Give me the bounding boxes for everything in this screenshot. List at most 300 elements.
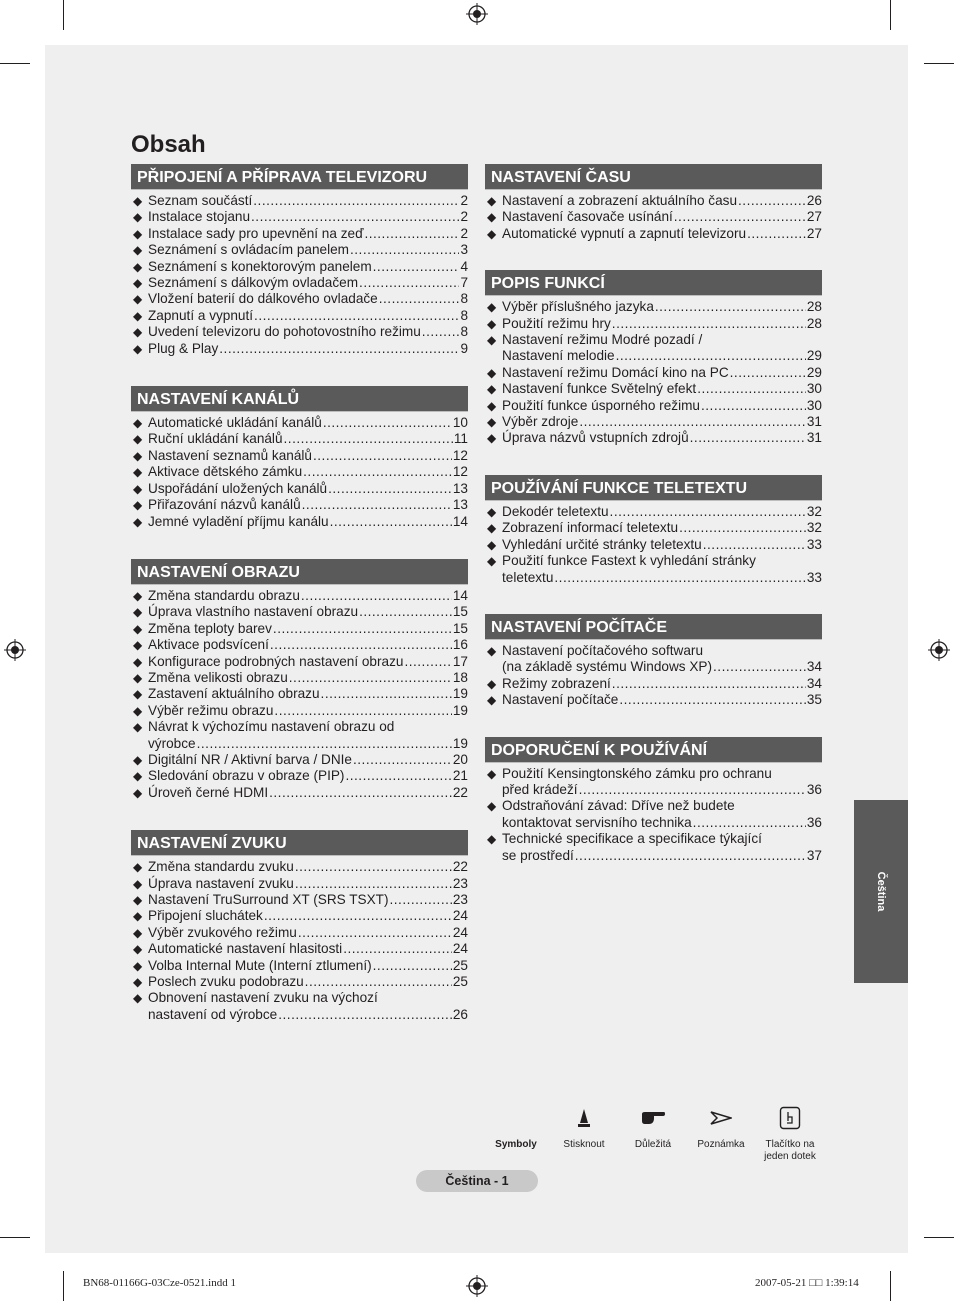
toc-entry[interactable] <box>131 514 468 530</box>
toc-entry-page: 36 <box>806 781 822 797</box>
toc-entry-text: Uvedení televizoru do pohotovostního režimu <box>148 324 421 340</box>
diamond-bullet-icon: ◆ <box>487 316 497 331</box>
toc-entry-page: 2 <box>460 225 468 241</box>
diamond-bullet-icon: ◆ <box>487 300 497 315</box>
dot-leader <box>269 785 452 801</box>
diamond-bullet-icon: ◆ <box>133 909 143 924</box>
toc-entry-text: Plug & Play <box>148 340 219 356</box>
toc-entry[interactable] <box>131 341 468 357</box>
registration-mark-icon <box>466 1275 488 1297</box>
section-heading: NASTAVENÍ KANÁLŮ <box>131 386 468 412</box>
toc-entry-text: nastavení od výrobce <box>148 1006 278 1022</box>
toc-entry-text: Změna velikosti obrazu <box>148 669 288 685</box>
toc-entry-page: 33 <box>806 569 822 585</box>
toc-entry[interactable] <box>131 481 468 497</box>
toc-section <box>131 386 468 530</box>
toc-entry-text: před krádeží <box>502 781 578 797</box>
toc-entry-text: Automatické ukládání kanálů <box>148 415 322 431</box>
dot-leader <box>703 537 806 553</box>
toc-entry-text: Nastavení a zobrazení aktuálního času <box>502 193 738 208</box>
toc-entry[interactable] <box>131 686 468 702</box>
toc-entry-text: Volba Internal Mute (Interní ztlumení) <box>148 957 372 973</box>
diamond-bullet-icon: ◆ <box>133 292 143 307</box>
diamond-bullet-icon: ◆ <box>133 752 143 767</box>
toc-entry-page: 26 <box>452 1006 468 1022</box>
toc-entry-page: 34 <box>806 659 822 675</box>
crop-mark <box>890 0 891 30</box>
symbol-one-touch-label: Tlačítko na jeden dotek <box>764 1139 816 1162</box>
dot-leader <box>619 692 806 708</box>
toc-entry[interactable] <box>485 692 822 708</box>
diamond-bullet-icon: ◆ <box>487 194 497 208</box>
section-heading: POPIS FUNKCÍ <box>485 270 822 296</box>
symbols-legend <box>490 1105 825 1175</box>
dot-leader <box>313 448 452 464</box>
dot-leader <box>305 974 452 990</box>
toc-entry-page: 26 <box>806 193 822 208</box>
toc-entry-page: 7 <box>460 275 468 291</box>
diamond-bullet-icon: ◆ <box>133 481 143 496</box>
diamond-bullet-icon: ◆ <box>133 975 143 990</box>
toc-entry[interactable] <box>131 859 468 875</box>
toc-entry[interactable] <box>131 275 468 291</box>
toc-entry[interactable] <box>485 676 822 692</box>
diamond-bullet-icon: ◆ <box>133 942 143 957</box>
toc-entry-text: Seznámení s dálkovým ovladačem <box>148 275 359 291</box>
toc-list <box>485 643 822 709</box>
press-icon <box>577 1107 591 1129</box>
diamond-bullet-icon: ◆ <box>133 785 143 800</box>
diamond-bullet-icon: ◆ <box>133 925 143 940</box>
toc-entry-page: 27 <box>806 209 822 225</box>
toc-entry-page: 25 <box>452 974 468 990</box>
symbols-heading: Symboly <box>495 1139 537 1150</box>
toc-entry-text: Instalace sady pro upevnění na zeď <box>148 225 364 241</box>
toc-entry[interactable] <box>485 766 822 799</box>
toc-entry-page: 27 <box>806 225 822 241</box>
toc-section <box>131 559 468 801</box>
toc-entry[interactable] <box>131 193 468 209</box>
toc-entry-text: Seznámení s konektorovým panelem <box>148 258 372 274</box>
registration-mark-icon <box>4 639 26 661</box>
toc-entry-text: Aktivace podsvícení <box>148 637 269 653</box>
toc-entry-text: Změna standardu zvuku <box>148 859 294 875</box>
dot-leader <box>264 908 452 924</box>
dot-leader <box>379 291 460 307</box>
dot-leader <box>295 859 452 875</box>
toc-entry[interactable] <box>131 415 468 431</box>
toc-entry-text: Použití funkce úsporného režimu <box>502 397 700 413</box>
symbol-press-label: Stisknout <box>563 1139 605 1150</box>
toc-entry-text: Seznam součástí <box>148 193 253 208</box>
toc-entry-text: Výběr režimu obrazu <box>148 702 274 718</box>
toc-entry-text: Nastavení časovače usínání <box>502 209 673 225</box>
diamond-bullet-icon: ◆ <box>487 333 497 348</box>
toc-entry-text: Vložení baterií do dálkového ovladače <box>148 291 378 307</box>
dot-leader <box>693 815 806 831</box>
language-side-tab-label: Čeština <box>875 871 887 912</box>
diamond-bullet-icon: ◆ <box>487 415 497 430</box>
toc-entry-text: Nastavení počítače <box>502 692 619 708</box>
diamond-bullet-icon: ◆ <box>487 431 497 446</box>
toc-entry[interactable] <box>485 553 822 586</box>
toc-entry[interactable] <box>131 431 468 447</box>
toc-entry-text: Použití režimu hry <box>502 315 611 331</box>
diamond-bullet-icon: ◆ <box>133 276 143 291</box>
footer-date-time: 2007-05-21 □□ 1:39:14 <box>755 1277 859 1289</box>
toc-entry[interactable] <box>131 892 468 908</box>
toc-entry[interactable] <box>131 654 468 670</box>
toc-entry-page: 14 <box>452 513 468 529</box>
toc-entry[interactable] <box>131 291 468 307</box>
diamond-bullet-icon: ◆ <box>133 194 143 208</box>
toc-entry-text: Zobrazení informací teletextu <box>502 520 679 536</box>
toc-entry[interactable] <box>131 448 468 464</box>
dot-leader <box>579 414 806 430</box>
toc-section <box>485 614 822 709</box>
toc-entry[interactable] <box>485 332 822 365</box>
dot-leader <box>343 941 452 957</box>
toc-entry[interactable] <box>131 941 468 957</box>
toc-entry-page: 22 <box>452 784 468 800</box>
toc-list <box>131 588 468 801</box>
toc-entry[interactable] <box>131 242 468 258</box>
toc-entry[interactable] <box>131 497 468 513</box>
toc-entry[interactable] <box>131 588 468 604</box>
dot-leader <box>328 481 452 497</box>
toc-entry-text: Automatické vypnutí a zapnutí televizoru <box>502 225 747 241</box>
toc-entry[interactable] <box>131 604 468 620</box>
toc-entry-text: Sledování obrazu v obraze (PIP) <box>148 768 345 784</box>
toc-entry[interactable] <box>131 768 468 784</box>
toc-entry-text: Dekodér teletextu <box>502 503 609 519</box>
toc-entry-page: 34 <box>806 675 822 691</box>
toc-entry-page: 31 <box>806 430 822 446</box>
toc-entry[interactable] <box>131 621 468 637</box>
toc-entry[interactable] <box>485 430 822 446</box>
dot-leader <box>302 497 452 513</box>
toc-entry-page: 9 <box>460 340 468 356</box>
toc-entry[interactable] <box>131 308 468 324</box>
dot-leader <box>219 341 459 357</box>
toc-entry-page: 18 <box>452 669 468 685</box>
crop-mark <box>63 1271 64 1301</box>
toc-entry-page: 20 <box>452 751 468 767</box>
diamond-bullet-icon: ◆ <box>487 226 497 241</box>
toc-entry[interactable] <box>485 414 822 430</box>
toc-entry-text: Poslech zvuku podobrazu <box>148 974 304 990</box>
dot-leader <box>295 876 452 892</box>
diamond-bullet-icon: ◆ <box>133 259 143 274</box>
toc-entry-page: 10 <box>452 415 468 431</box>
toc-entry-text-first-line: Návrat k výchozímu nastavení obrazu od <box>148 719 395 735</box>
toc-entry-page: 19 <box>452 735 468 751</box>
toc-entry-text: se prostředí <box>502 847 574 863</box>
toc-entry-text: teletextu <box>502 569 554 585</box>
toc-entry-page: 35 <box>806 692 822 708</box>
diamond-bullet-icon: ◆ <box>133 654 143 669</box>
crop-mark <box>890 1271 891 1301</box>
crop-mark <box>63 0 64 30</box>
toc-entry-page: 32 <box>806 520 822 536</box>
diamond-bullet-icon: ◆ <box>133 958 143 973</box>
toc-entry[interactable] <box>131 637 468 653</box>
section-heading: NASTAVENÍ ZVUKU <box>131 830 468 856</box>
dot-leader <box>701 398 806 414</box>
dot-leader <box>345 768 451 784</box>
symbol-important <box>623 1105 683 1151</box>
toc-entry-page: 2 <box>460 193 468 208</box>
toc-entry[interactable] <box>131 670 468 686</box>
toc-entry[interactable] <box>485 193 822 209</box>
toc-entry[interactable] <box>131 259 468 275</box>
diamond-bullet-icon: ◆ <box>487 521 497 536</box>
toc-entry[interactable] <box>131 785 468 801</box>
toc-entry-page: 17 <box>452 653 468 669</box>
toc-entry-page: 12 <box>452 464 468 480</box>
toc-entry[interactable] <box>131 908 468 924</box>
diamond-bullet-icon: ◆ <box>133 432 143 447</box>
toc-entry-text-first-line: Nastavení počítačového softwaru <box>502 642 703 658</box>
diamond-bullet-icon: ◆ <box>133 605 143 620</box>
toc-entry[interactable] <box>485 798 822 831</box>
diamond-bullet-icon: ◆ <box>133 498 143 513</box>
toc-entry-page: 23 <box>452 875 468 891</box>
dot-leader <box>197 736 452 752</box>
toc-entry-page: 23 <box>452 892 468 907</box>
toc-entry-page: 29 <box>806 364 822 380</box>
toc-entry-text: Automatické nastavení hlasitosti <box>148 941 343 957</box>
diamond-bullet-icon: ◆ <box>133 893 143 907</box>
toc-entry[interactable] <box>131 209 468 225</box>
dot-leader <box>612 676 806 692</box>
toc-entry[interactable] <box>485 398 822 414</box>
diamond-bullet-icon: ◆ <box>487 832 497 847</box>
symbol-note <box>691 1105 751 1151</box>
toc-entry[interactable] <box>485 299 822 315</box>
diamond-bullet-icon: ◆ <box>487 676 497 691</box>
toc-entry-text: Nastavení TruSurround XT (SRS TSXT) <box>148 892 389 907</box>
pointing-hand-icon <box>640 1110 666 1126</box>
dot-leader <box>321 686 452 702</box>
toc-entry-page: 4 <box>460 258 468 274</box>
toc-entry-text: Připojení sluchátek <box>148 908 263 924</box>
section-heading: POUŽÍVÁNÍ FUNKCE TELETEXTU <box>485 475 822 501</box>
toc-list <box>485 299 822 447</box>
note-arrow-icon <box>710 1111 732 1125</box>
section-heading: NASTAVENÍ POČÍTAČE <box>485 614 822 640</box>
toc-entry[interactable] <box>485 365 822 381</box>
toc-entry-text: Uspořádání uložených kanálů <box>148 480 328 496</box>
toc-entry-page: 3 <box>460 242 468 258</box>
toc-entry[interactable] <box>485 381 822 397</box>
toc-section <box>131 830 468 1023</box>
toc-list <box>485 504 822 586</box>
dot-leader <box>373 958 452 974</box>
dot-leader <box>254 308 459 324</box>
diamond-bullet-icon: ◆ <box>487 365 497 380</box>
toc-entry-text: Ruční ukládání kanálů <box>148 431 283 447</box>
dot-leader <box>323 415 452 431</box>
diamond-bullet-icon: ◆ <box>133 769 143 784</box>
toc-entry-text: Digitální NR / Aktivní barva / DNIe <box>148 751 352 767</box>
diamond-bullet-icon: ◆ <box>487 643 497 658</box>
toc-entry-text: Jemné vyladění příjmu kanálu <box>148 513 329 529</box>
diamond-bullet-icon: ◆ <box>487 537 497 552</box>
toc-entry-page: 15 <box>452 604 468 620</box>
crop-mark <box>924 63 954 64</box>
toc-entry[interactable] <box>131 958 468 974</box>
toc-entry-page: 25 <box>452 957 468 973</box>
diamond-bullet-icon: ◆ <box>487 210 497 225</box>
diamond-bullet-icon: ◆ <box>133 341 143 356</box>
diamond-bullet-icon: ◆ <box>133 465 143 480</box>
toc-entry[interactable] <box>131 925 468 941</box>
toc-entry-text: (na základě systému Windows XP) <box>502 659 713 675</box>
section-heading: NASTAVENÍ ČASU <box>485 164 822 190</box>
diamond-bullet-icon: ◆ <box>133 210 143 225</box>
dot-leader <box>359 604 452 620</box>
toc-right-column <box>485 164 822 864</box>
toc-entry-page: 14 <box>452 587 468 603</box>
diamond-bullet-icon: ◆ <box>133 416 143 431</box>
toc-entry-text: Změna teploty barev <box>148 620 272 636</box>
toc-entry[interactable] <box>131 719 468 752</box>
language-side-tab <box>854 800 908 983</box>
dot-leader <box>251 209 459 225</box>
page-title: Obsah <box>131 131 206 158</box>
diamond-bullet-icon: ◆ <box>487 504 497 519</box>
toc-entry[interactable] <box>131 226 468 242</box>
toc-entry-text-first-line: Použití Kensingtonského zámku pro ochranu <box>502 765 772 781</box>
toc-entry[interactable] <box>485 226 822 242</box>
toc-entry-text-first-line: Použití funkce Fastext k vyhledání stránky <box>502 553 756 569</box>
toc-section <box>485 164 822 242</box>
section-heading: PŘIPOJENÍ A PŘÍPRAVA TELEVIZORU <box>131 164 468 190</box>
toc-entry-page: 16 <box>452 637 468 653</box>
diamond-bullet-icon: ◆ <box>133 588 143 603</box>
dot-leader <box>554 570 805 586</box>
dot-leader <box>284 431 453 447</box>
diamond-bullet-icon: ◆ <box>487 398 497 413</box>
toc-entry-text: Výběr zvukového režimu <box>148 924 297 940</box>
dot-leader <box>697 381 806 397</box>
toc-entry[interactable] <box>131 703 468 719</box>
toc-entry-text: Úprava vlastního nastavení obrazu <box>148 604 359 620</box>
toc-entry-text: Instalace stojanu <box>148 209 251 225</box>
diamond-bullet-icon: ◆ <box>133 638 143 653</box>
toc-entry-page: 19 <box>452 702 468 718</box>
toc-entry-page: 8 <box>460 307 468 323</box>
toc-entry-page: 24 <box>452 924 468 940</box>
dot-leader <box>655 299 806 315</box>
toc-entry-text: Úprava nastavení zvuku <box>148 875 294 891</box>
toc-entry-page: 12 <box>452 447 468 463</box>
dot-leader <box>713 659 806 675</box>
toc-section <box>485 737 822 864</box>
toc-entry-text: Výběr zdroje <box>502 414 579 430</box>
toc-entry[interactable] <box>485 504 822 520</box>
toc-entry-page: 36 <box>806 814 822 830</box>
toc-entry-text: Zapnutí a vypnutí <box>148 307 254 323</box>
diamond-bullet-icon: ◆ <box>133 325 143 340</box>
toc-entry[interactable] <box>485 316 822 332</box>
diamond-bullet-icon: ◆ <box>133 448 143 463</box>
toc-entry-page: 2 <box>460 209 468 225</box>
toc-entry-page: 8 <box>460 291 468 307</box>
toc-entry[interactable] <box>131 752 468 768</box>
registration-mark-icon <box>466 3 488 25</box>
dot-leader <box>579 782 806 798</box>
toc-entry-text: Úprava názvů vstupních zdrojů <box>502 430 689 446</box>
toc-entry-text: Režimy zobrazení <box>502 675 611 691</box>
dot-leader <box>747 226 806 242</box>
toc-section <box>131 164 468 357</box>
diamond-bullet-icon: ◆ <box>133 670 143 685</box>
toc-list <box>131 193 468 357</box>
toc-entry-text-first-line: Obnovení nastavení zvuku na výchozí <box>148 990 378 1006</box>
toc-entry[interactable] <box>131 324 468 340</box>
diamond-bullet-icon: ◆ <box>487 766 497 781</box>
dot-leader <box>679 520 806 536</box>
symbol-important-label: Důležitá <box>634 1139 672 1150</box>
dot-leader <box>273 621 452 637</box>
diamond-bullet-icon: ◆ <box>487 554 497 569</box>
toc-entry[interactable] <box>485 537 822 553</box>
page-number-badge: Čeština - 1 <box>416 1170 538 1192</box>
dot-leader <box>364 226 459 242</box>
toc-entry-text-first-line: Odstraňování závad: Dříve než budete <box>502 798 735 814</box>
toc-entry-page: 15 <box>452 620 468 636</box>
dot-leader <box>303 464 452 480</box>
toc-section <box>485 475 822 586</box>
toc-entry-page: 37 <box>806 847 822 863</box>
toc-entry[interactable] <box>131 876 468 892</box>
dot-leader <box>690 430 806 446</box>
toc-entry[interactable] <box>485 643 822 676</box>
toc-list <box>131 415 468 530</box>
toc-entry-text: Vyhledání určité stránky teletextu <box>502 536 702 552</box>
dot-leader <box>616 348 806 364</box>
diamond-bullet-icon: ◆ <box>487 799 497 814</box>
toc-entry[interactable] <box>485 831 822 864</box>
toc-entry[interactable] <box>485 209 822 225</box>
dot-leader <box>274 703 451 719</box>
toc-entry-page: 28 <box>806 315 822 331</box>
dot-leader <box>353 752 452 768</box>
toc-entry-text: Nastavení seznamů kanálů <box>148 447 312 463</box>
diamond-bullet-icon: ◆ <box>487 382 497 397</box>
diamond-bullet-icon: ◆ <box>133 860 143 875</box>
dot-leader <box>422 324 460 340</box>
toc-entry-page: 13 <box>452 497 468 513</box>
toc-entry-text: Seznámení s ovládacím panelem <box>148 242 349 258</box>
toc-entry[interactable] <box>131 974 468 990</box>
dot-leader <box>301 588 452 604</box>
toc-entry-text-first-line: Technické specifikace a specifikace týkající <box>502 831 762 847</box>
toc-entry-text: Zastavení aktuálního obrazu <box>148 686 320 702</box>
toc-entry[interactable] <box>131 464 468 480</box>
toc-entry[interactable] <box>485 520 822 536</box>
section-heading: NASTAVENÍ OBRAZU <box>131 559 468 585</box>
dot-leader <box>350 242 459 258</box>
toc-entry[interactable] <box>131 990 468 1023</box>
toc-list <box>485 766 822 864</box>
toc-entry-page: 29 <box>806 348 822 364</box>
registration-mark-icon <box>928 639 950 661</box>
diamond-bullet-icon: ◆ <box>133 243 143 258</box>
footer-file-info: BN68-01166G-03Cze-0521.indd 1 <box>83 1277 236 1289</box>
